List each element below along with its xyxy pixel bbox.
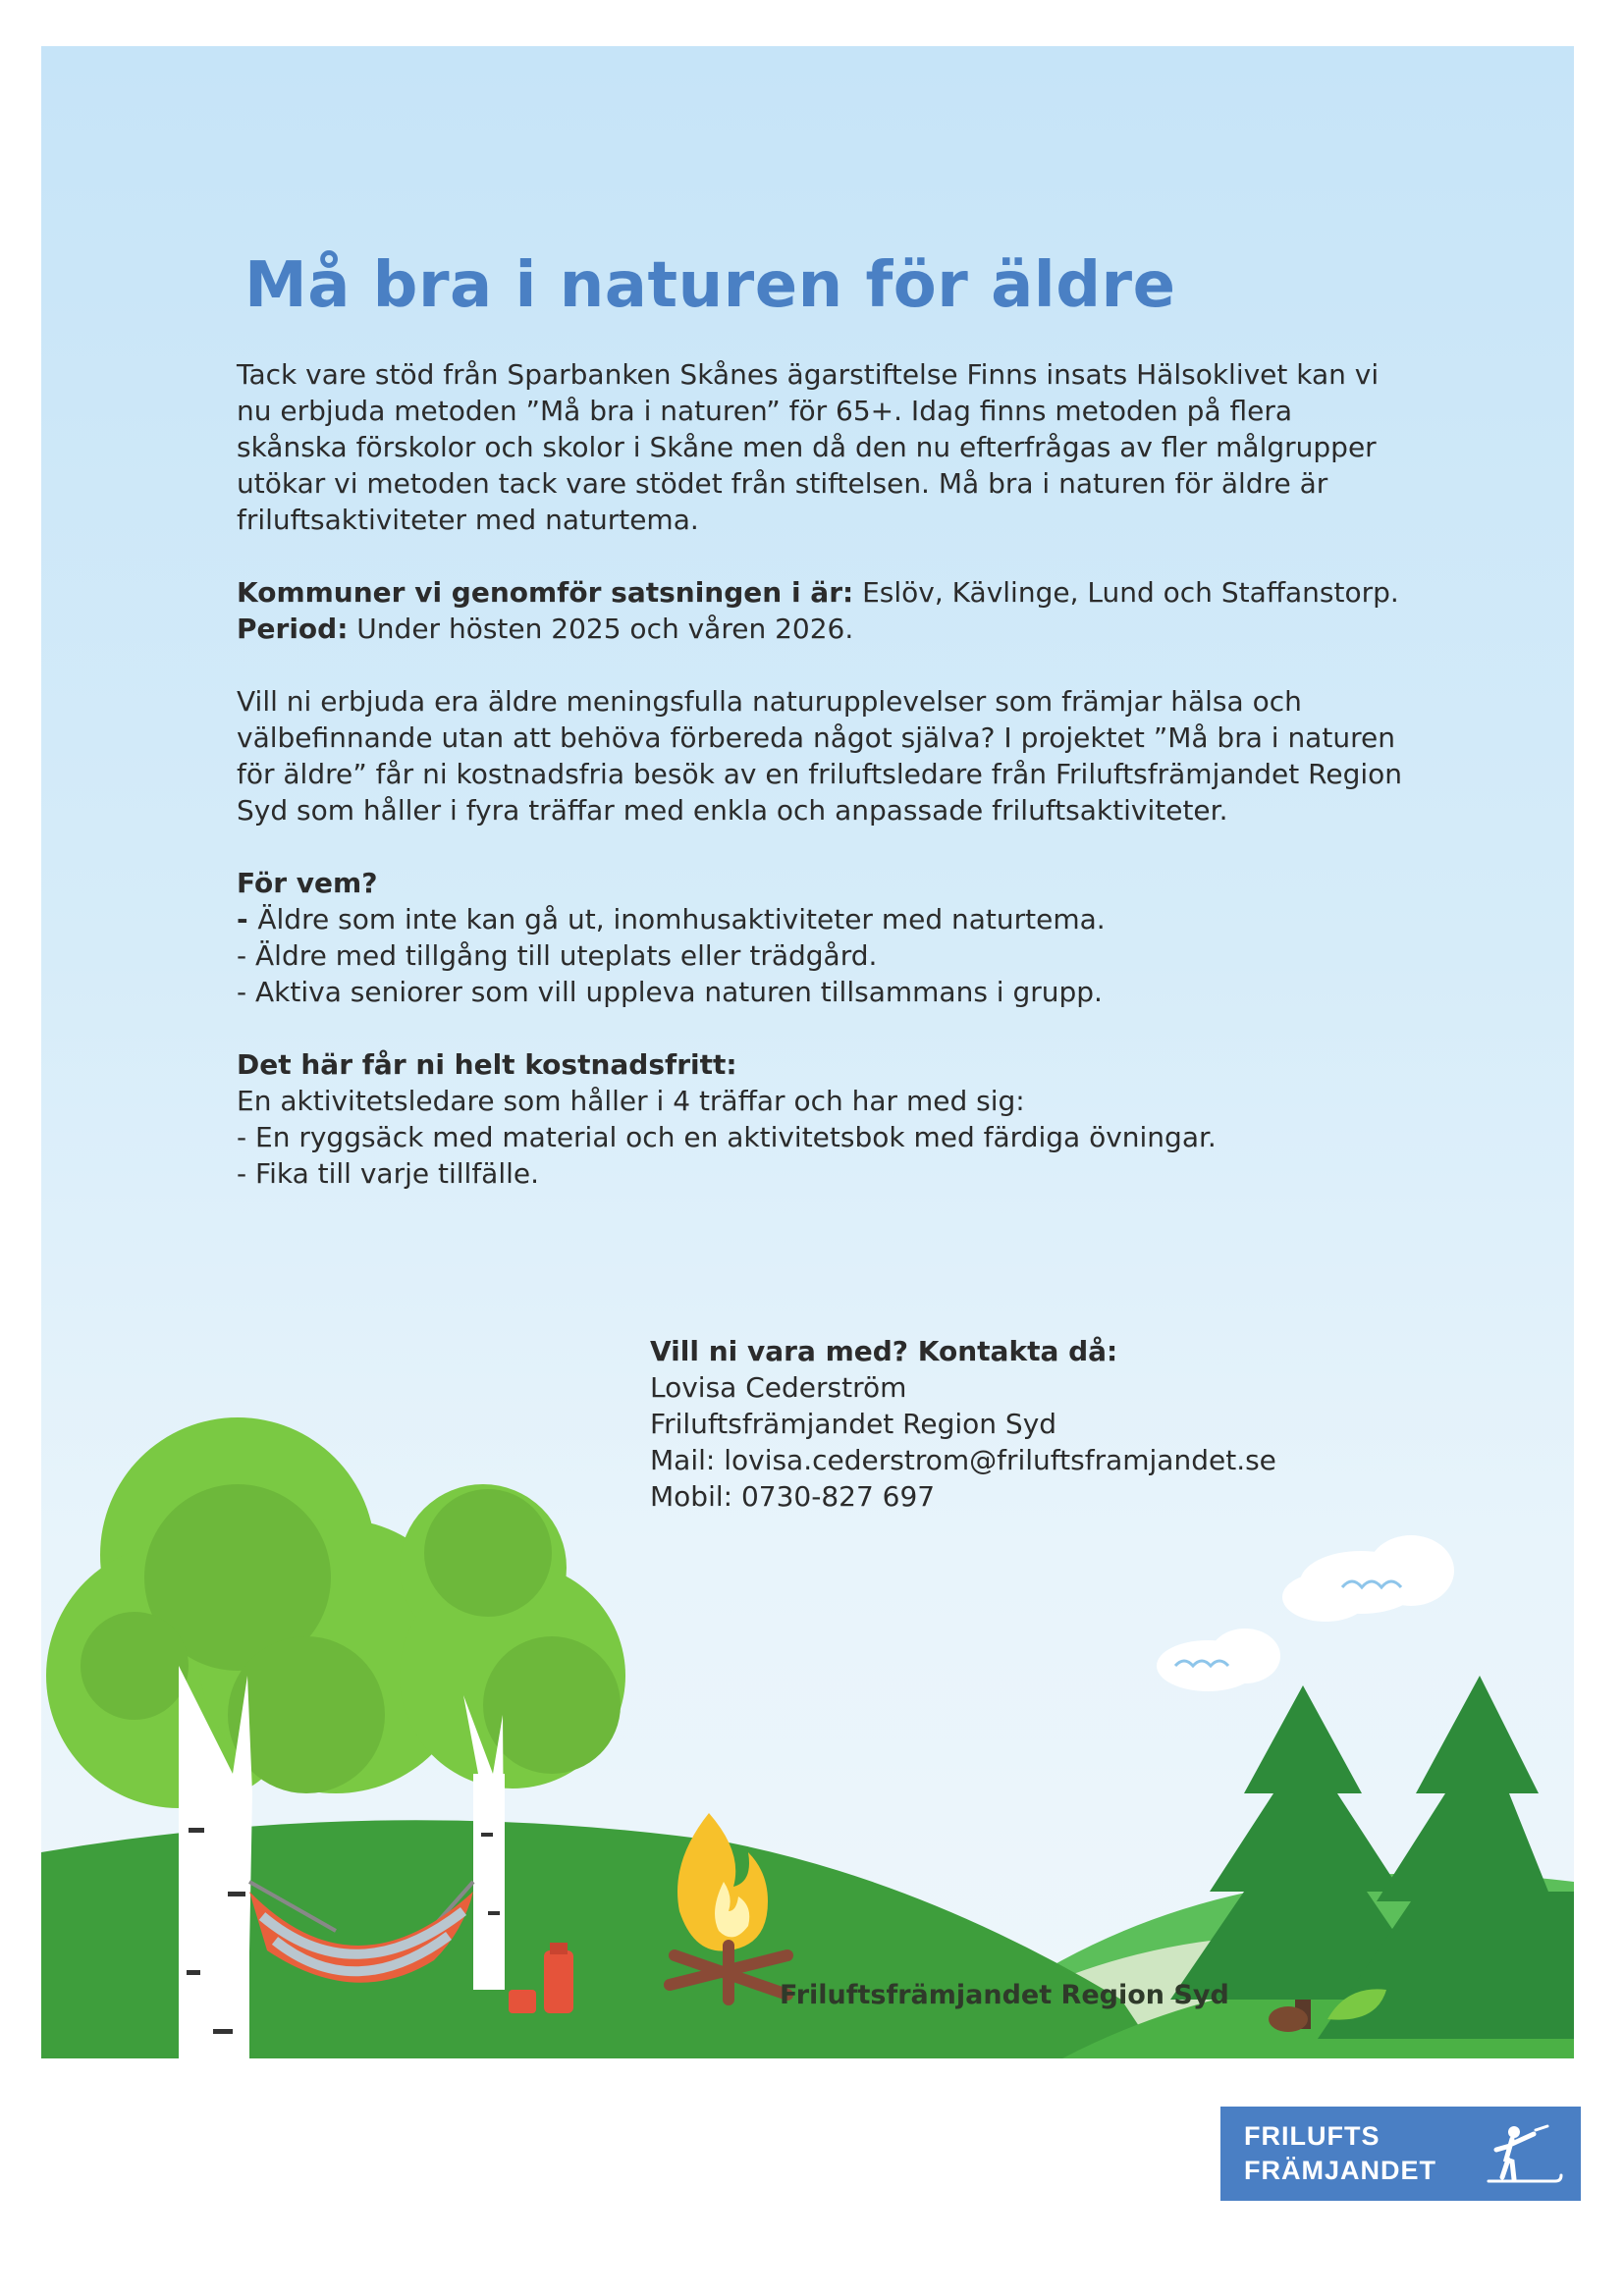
free-intro: En aktivitetsledare som håller i 4 träffar och har med sig: [237, 1085, 1025, 1117]
main-text [237, 356, 1405, 1192]
list-item: - Äldre med tillgång till uteplats eller trädgård. [237, 939, 878, 972]
contact-block [650, 1333, 1534, 1515]
kommuner-value: Eslöv, Kävlinge, Lund och Staffanstorp. [853, 576, 1399, 609]
period-line [237, 611, 1405, 647]
list-item: - Äldre som inte kan gå ut, inomhusaktiviteter med naturtema. [237, 903, 1106, 935]
contact-phone: Mobil: 0730-827 697 [650, 1480, 936, 1513]
period-value: Under hösten 2025 och våren 2026. [348, 613, 854, 645]
contact-name: Lovisa Cederström [650, 1371, 907, 1404]
logo-line-1: FRILUFTS [1244, 2121, 1380, 2151]
list-item: - En ryggsäck med material och en aktivitetsbok med färdiga övningar. [237, 1121, 1217, 1153]
tree-canopy [46, 1417, 625, 1808]
cloud-icon [1282, 1535, 1454, 1622]
contact-mail[interactable]: Mail: lovisa.cederstrom@friluftsframjandet.se [650, 1444, 1276, 1476]
page-title: Må bra i naturen för äldre [244, 249, 1176, 322]
skier-icon [1485, 2120, 1563, 2187]
footer-organization: Friluftsfrämjandet Region Syd [780, 1980, 1229, 2010]
cloud-icon [1157, 1629, 1280, 1691]
kommuner-label: Kommuner vi genomför satsningen i är: [237, 576, 854, 609]
contact-heading: Vill ni vara med? Kontakta då: [650, 1335, 1118, 1367]
kommuner-line [237, 574, 1405, 611]
free-heading: Det här får ni helt kostnadsfritt: [237, 1048, 737, 1081]
acorn-icon [1269, 2006, 1308, 2032]
list-item: - Fika till varje tillfälle. [237, 1157, 540, 1190]
intro-paragraph: Tack vare stöd från Sparbanken Skånes ägarstiftelse Finns insats Hälsoklivet kan vi nu erbjuda metoden ”Må bra i naturen” för 65+. Idag finns metoden på flera skånska förskolor och skolor i Skåne men då den nu efterfrågas av fler målgrupper utökar vi metoden tack vare stödet från stiftelsen. Må bra i naturen för äldre är friluftsaktiviteter med naturtema. [237, 358, 1380, 536]
for-whom-heading: För vem? [237, 867, 378, 899]
description-paragraph: Vill ni erbjuda era äldre meningsfulla naturupplevelser som främjar hälsa och välbefinnande utan att behöva förbereda något själva? I projektet ”Må bra i naturen för äldre” får ni kostnadsfria besök av en friluftsledare från Friluftsfrämjandet Region Syd som håller i fyra träffar med enkla och anpassade friluftsaktiviteter. [237, 685, 1402, 827]
friluftsframjandet-logo[interactable] [1220, 2107, 1581, 2201]
contact-org: Friluftsfrämjandet Region Syd [650, 1408, 1057, 1440]
period-label: Period: [237, 613, 349, 645]
logo-line-2: FRÄMJANDET [1244, 2156, 1436, 2185]
poster [41, 46, 1574, 2058]
list-item: - Aktiva seniorer som vill uppleva naturen tillsammans i grupp. [237, 976, 1103, 1008]
